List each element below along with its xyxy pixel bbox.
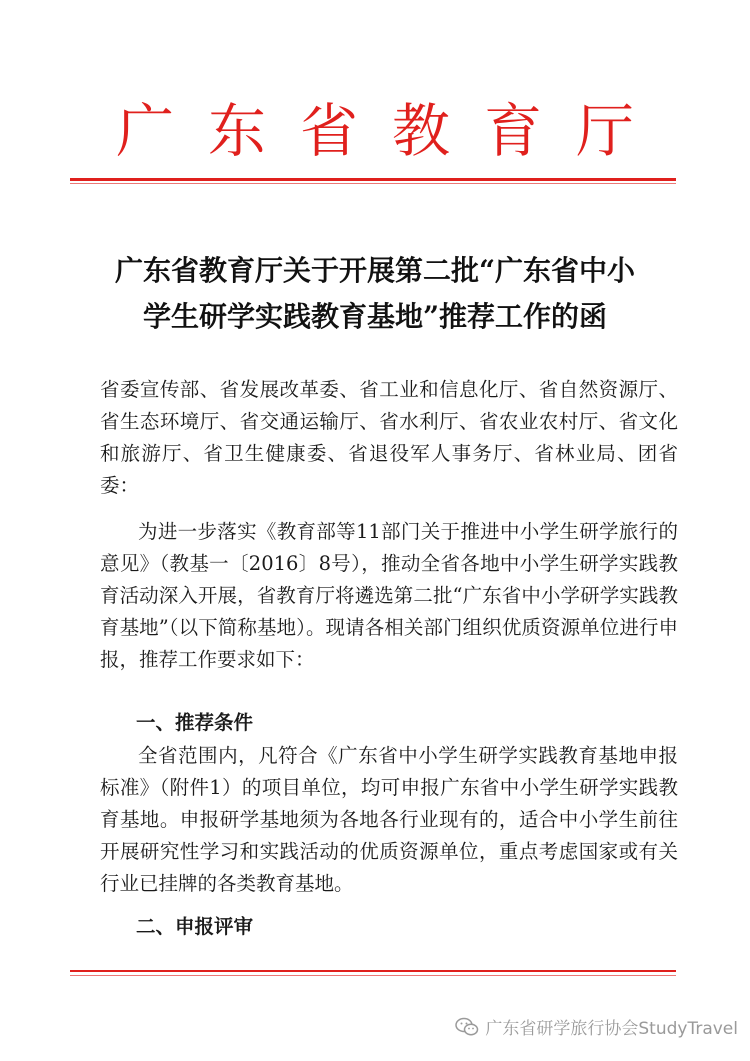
criteria-paragraph: 全省范围内，凡符合《广东省中小学生研学实践教育基地申报标准》（附件1）的项目单位，均可申报广东省中小学生研学实践教育基地。申报研学基地须为各地各行业现有的，适合中小学生前往开展研究性学习和实践活动的优质资源单位，重点考虑国家或有关行业已挂牌的各类教育基地。 xyxy=(100,744,678,895)
masthead-red-rule-thin xyxy=(70,183,676,184)
wechat-icon xyxy=(455,1017,479,1037)
masthead-red-rule xyxy=(70,178,676,181)
issuing-authority-masthead: 广东省教育厅 xyxy=(115,97,668,165)
document-title-line-1: 广东省教育厅关于开展第二批“广东省中小 xyxy=(114,254,636,287)
addressee-list: 省委宣传部、省发展改革委、省工业和信息化厅、省自然资源厅、省生态环境厅、省交通运输厅、省水利厅、省农业农村厅、省文化和旅游厅、省卫生健康委、省退役军人事务厅、省林业局、团省委： xyxy=(100,378,678,497)
section-heading-recommendation-criteria: 一、推荐条件 xyxy=(136,711,254,734)
section-heading-application-review: 二、申报评审 xyxy=(136,915,254,938)
document-title xyxy=(60,248,690,340)
intro-paragraph: 为进一步落实《教育部等11部门关于推进中小学生研学旅行的意见》（教基一〔2016〕8号），推动全省各地中小学生研学实践教育活动深入开展，省教育厅将遴选第二批“广东省中小学研学实践教育基地”（以下简称基地）。现请各相关部门组织优质资源单位进行申报，推荐工作要求如下： xyxy=(100,520,678,671)
document-title-line-2: 学生研学实践教育基地”推荐工作的函 xyxy=(142,300,608,333)
watermark-text: 广东省研学旅行协会StudyTravel xyxy=(485,1019,738,1039)
footer-red-rule-thin xyxy=(70,975,676,976)
footer-red-rule xyxy=(70,970,676,972)
wechat-watermark xyxy=(455,1014,738,1039)
